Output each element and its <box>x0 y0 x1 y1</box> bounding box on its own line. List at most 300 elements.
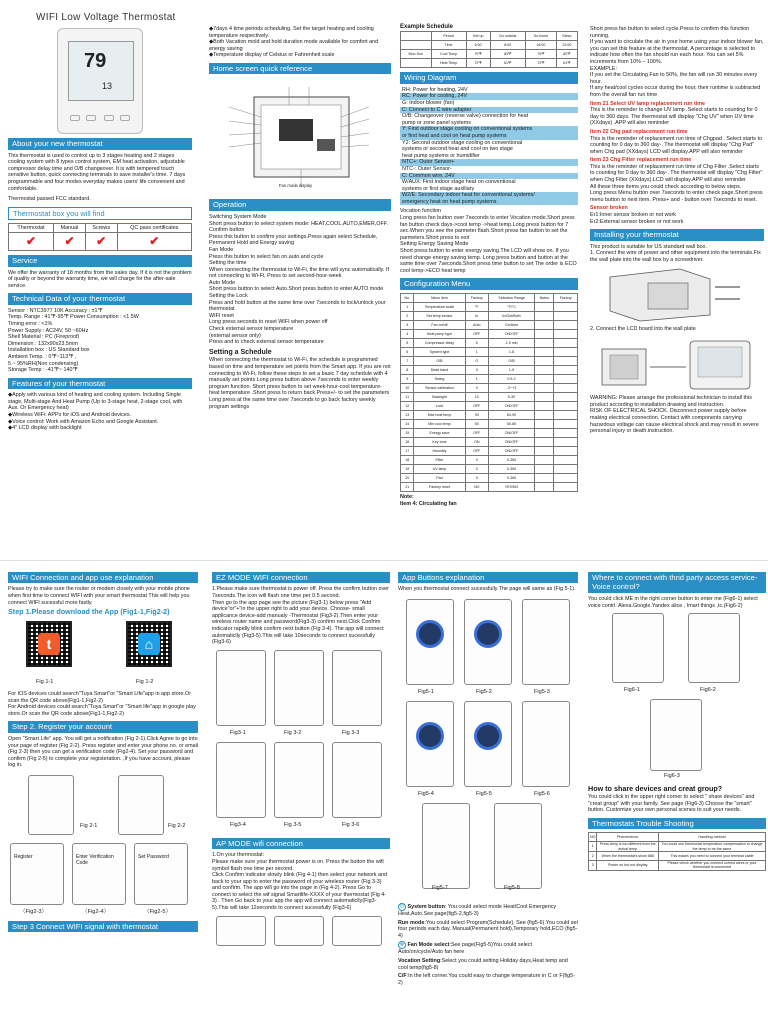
phone-screenshot <box>406 701 454 787</box>
wiring-row: Y2: Second outdoor stage cooling on conventional systems or second heat and cool on two stage heat pump systems or humidifier <box>402 139 523 159</box>
config-cell: 0 <box>465 383 488 392</box>
config-cell: 5-30 <box>489 392 535 401</box>
config-head: Menu item <box>414 293 465 302</box>
box-contents-table <box>8 223 192 251</box>
config-cell <box>535 338 554 347</box>
fig-label: Fig5-2 <box>476 689 492 696</box>
sched-cell: 82℉ <box>556 50 577 59</box>
config-cell: 1 <box>401 302 414 311</box>
sched-cell: 72℉ <box>466 59 490 68</box>
lcd-board-illustration <box>590 335 760 393</box>
check-icon: ✔ <box>9 233 54 251</box>
sched-cell: Mon-Sun <box>401 50 432 59</box>
bottom-column-4 <box>588 568 766 1024</box>
config-cell: In/Out/Both <box>489 311 535 320</box>
config-cell: 1 <box>465 374 488 383</box>
config-cell: 19 <box>401 464 414 473</box>
item23-title: Item 23 Chg Filter replacement run time <box>590 157 692 164</box>
system-button-text: : You could select mode Heat/Cool Emergency Heat,Auto.See page(fig5-2,fig5-3) <box>398 904 557 918</box>
page-title: WIFI Low Voltage Thermostat <box>36 12 176 23</box>
wiring-row: C: Connect to C wire adapter <box>400 107 578 114</box>
sched-cell: Go home <box>525 32 556 41</box>
phone-screenshot <box>10 843 64 905</box>
config-cell <box>535 356 554 365</box>
config-cell <box>554 320 578 329</box>
phone-screenshot <box>406 599 454 685</box>
ez-mode-text: 1.Please make sure thermostat is power off. Press the confirm button over 7seconds.The icon will flash one time per 0.5 second. Then go to the app page see the picture (Fig3-1) below press "Add device"or"+"in the upper right to add your device. Choose- small applicance device-add manualy -Thermostat (Fig3-2).Then enter your wireless router name and password(Fig3-3) confirm next.Click Confrim indicator rapidly blink confirm next button (Fig 3-4). The app will connect automaticlly (Fig3-5).This will take 10seconds to connect sucessfully (Fig3-6) <box>212 586 389 646</box>
config-note: Note: <box>400 493 414 500</box>
sched-cell: 18:00 <box>525 41 556 50</box>
phone-screenshot <box>216 916 266 946</box>
share-title: How to share devices and creat group? <box>588 784 723 794</box>
config-cell: 3 <box>401 320 414 329</box>
config-cell: 0 <box>465 455 488 464</box>
column-4 <box>588 0 766 560</box>
fig-label: Fig3-4 <box>230 821 246 828</box>
config-cell: 1-5 <box>489 365 535 374</box>
system-button-title: System button <box>407 904 445 911</box>
config-cell: Key tone <box>414 437 465 446</box>
phone-screenshot <box>332 916 382 946</box>
voice-figures <box>588 611 766 783</box>
config-cell <box>535 455 554 464</box>
app-buttons-header: App Buttons explanation <box>398 572 578 583</box>
config-cell <box>554 392 578 401</box>
config-head: Factory <box>465 293 488 302</box>
wiring-row: G: Indoor blower (fan) <box>402 99 455 106</box>
phone-screenshot <box>332 650 382 726</box>
item21-text: This is the reminder to change UV lamp .Select starts to counting for 0 day to 360 days. The thermostat will display "Chg UV" when UV time (XXdays) .APP will also reminder <box>590 107 758 127</box>
config-row <box>401 446 578 455</box>
config-cell: 50 <box>465 419 488 428</box>
config-cell <box>535 437 554 446</box>
tech-line: Power Supply : AC24V, 50 ~60Hz <box>8 327 89 334</box>
ez-figures <box>212 648 390 834</box>
config-cell: On/Auto <box>489 320 535 329</box>
wiring-row: NTC-: Outer Sensor- <box>402 165 452 172</box>
config-cell <box>535 401 554 410</box>
about-text: This thermostat is used to control up to 3 stages heating and 2 stages cooling system with 8 types control system, EM heat activation, adjustable compressor delay time and O/B changeover. It is with tempered touch sensitive button, quick connecting terminals to save installer's time. 7 days programmable and four modes everyday makes users' life convenient and comfortable. <box>8 152 186 192</box>
trouble-cell: This makes you need to connect your terminal cable <box>659 851 766 860</box>
box-col: Screws <box>85 223 117 233</box>
config-cell: Filter <box>414 455 465 464</box>
config-row <box>401 428 578 437</box>
config-cell: 10 <box>465 392 488 401</box>
register-figures <box>8 771 198 919</box>
wiring-row: C: Common wire, 24V <box>400 173 578 180</box>
config-cell: ON/OFF <box>489 401 535 410</box>
config-cell <box>535 320 554 329</box>
config-cell: 1 <box>465 347 488 356</box>
tech-line: Dimension : 132x90x23.5mm <box>8 340 78 347</box>
config-cell <box>554 437 578 446</box>
config-row <box>401 419 578 428</box>
phone-screenshot <box>522 599 570 685</box>
ap-mode-header: AP MODE wifi connection <box>212 838 390 849</box>
wiring-row: RC: Power for cooling, 24V <box>400 93 578 100</box>
phone-screenshot <box>274 650 324 726</box>
config-cell <box>554 455 578 464</box>
phone-screenshot <box>464 599 512 685</box>
fcc-text: Thermostat passed FCC standard. <box>8 196 91 203</box>
config-cell: Swing <box>414 374 465 383</box>
tech-line: Installation box : US Standard box <box>8 347 90 354</box>
config-cell <box>554 356 578 365</box>
tech-line: Sensor : NTC3977 10K Accuracy : ±1℉ <box>8 307 103 314</box>
fig-label: Fig5-7 <box>432 885 448 892</box>
install-step1: This product is suitable for US standard wall box. 1. Connect the wire of power and other equipment into the terminals.Fix the wall plate into the wall box by a screwdriver. <box>590 243 761 263</box>
phone-screenshot <box>650 699 702 771</box>
config-head: Notes <box>535 293 554 302</box>
box-col: Manual <box>54 223 86 233</box>
config-row <box>401 374 578 383</box>
sched-cell: Cool Temp <box>431 50 466 59</box>
features-header: Features of your thermostat <box>8 378 192 389</box>
trouble-cell: Please check whether you connect correct wires or your thermostat is connected <box>659 860 766 870</box>
config-head: Factory <box>554 293 578 302</box>
config-cell: 1-8 <box>489 347 535 356</box>
operation-text: Switching System Mode Short press button to select system mode: HEAT,COOL,AUTO,EMER,OFF. Confirm button Press this button to confirm your settings.Press again select Schedule, Permanent Hold and Energy saving Fan Mode Press this button to select fan on,auto and cycle Setting the time When connecting the thermostat to Wi-Fi, the time will sync automatically. If not connecting to Wi-Fi, Press to set second-hour-week Auto Mode Short press button to select Auto.Short press button to enter AUTO mode Setting the Lock Press and hold button at the same time over 7seconds to lock/unlock your thermostat WIFI reset Long press seconds to reset WIFI when power off Check external sensor temperature (external sensor only) Press and to check external sensor temperature <box>209 213 389 346</box>
temp-dial <box>416 722 444 750</box>
temp-dial <box>474 620 502 648</box>
config-row <box>401 401 578 410</box>
sched-cell: 61℉ <box>556 59 577 68</box>
config-head: No. <box>401 293 414 302</box>
sched-cell: Sleep <box>556 32 577 41</box>
config-cell: 20 <box>401 473 414 482</box>
tech-line: Shell Material : PC (Fireproof) <box>8 334 80 341</box>
config-cell: Heat pump type <box>414 329 465 338</box>
example-schedule-title: Example Schedule <box>400 24 454 30</box>
screen-small-temp: 13 <box>102 81 113 92</box>
config-cell: -3~+3 <box>489 383 535 392</box>
sensor-title: Sensor broken <box>590 205 628 212</box>
sched-cell <box>401 59 432 68</box>
config-cell: ON/OFF <box>489 428 535 437</box>
wiring-row: O/B: Changeover (reverse valve) connection for heat pump or zone panel systems <box>402 113 529 126</box>
trouble-head: Handling method <box>659 833 766 842</box>
config-cell: Sensor calibration <box>414 383 465 392</box>
column-3 <box>398 0 580 560</box>
app-buttons-intro: When you thermostat connect sucessfully.The page will same as (Fig 5-1). <box>398 586 576 593</box>
trouble-head: NO <box>589 833 597 842</box>
sched-cell: Time <box>431 41 466 50</box>
step3-header: Step 3 Connect WIFI signal with thermostat <box>8 921 198 932</box>
config-cell <box>554 329 578 338</box>
config-cell: 0-360 <box>489 473 535 482</box>
config-cell: 9 <box>401 374 414 383</box>
config-cell <box>554 410 578 419</box>
example-schedule-table <box>400 31 578 68</box>
config-row <box>401 392 578 401</box>
config-row <box>401 347 578 356</box>
config-cell: In <box>465 311 488 320</box>
config-row <box>401 383 578 392</box>
config-cell: OFF <box>465 446 488 455</box>
config-row <box>401 365 578 374</box>
verify-label: Enter Verification Code <box>76 853 114 866</box>
step1-title: Step 1.Please download the App (Fig1-1,Fig2-2) <box>8 607 170 617</box>
bottom-column-2 <box>212 568 390 1024</box>
phone-screenshot <box>134 843 188 905</box>
config-cell: 0.5-2 <box>489 374 535 383</box>
fig-label: （Fig2-5） <box>144 908 172 915</box>
config-cell: Temperature scale <box>414 302 465 311</box>
features-cont: ◆7days 4 time periods scheduling. Set the target heating and cooling temperature respectively. ◆Both Vacation mold and hold duration mode available for comfort and energy saving ◆Temperature display of Celsius or Fahrenheit scale <box>209 26 379 59</box>
thermostat-device-image <box>57 28 143 134</box>
trouble-table <box>588 832 766 871</box>
phone-screenshot <box>118 775 164 835</box>
config-cell <box>554 311 578 320</box>
fig-label: Fig5-4 <box>418 791 434 798</box>
cf-title: C/F <box>398 973 407 980</box>
config-row <box>401 482 578 491</box>
register-text: Open "Smart Life" app. You will get a notification (Fig 2-1).Click Agree to go into your page of register (Fig 2-2). Press register and enter your phone no. or email (Fig 2-3) then you can get a verification code (Fig2-4). Set your password and confirm (Fig 2-5) to complete your registeration. ,If you have account, please log in. <box>8 735 198 769</box>
config-cell: 60-90 <box>489 410 535 419</box>
schedule-text: When connecting the thermostat to Wi-Fi, the schedule is programmed based on time and temperature set points from the Smart app. If you are not connecting to Wi-Fi, follow these steps to set a basic 7 day schedule with 4 manually set points Long press button above 7seconds to enter weekly program function. Short press button to set week-hour-cool temperature-heat temperature .Short press to return back.Press+/- to set the parameters Long press at the same time over 7seconds to go back factory weekly program settings <box>209 357 391 410</box>
config-row <box>401 410 578 419</box>
config-cell: 21 <box>401 482 414 491</box>
config-cell <box>535 473 554 482</box>
fig-label: Fig 1-1 <box>36 679 54 686</box>
config-row <box>401 311 578 320</box>
wifi-header: WIFI Connection and app use explanation <box>8 572 198 583</box>
config-cell <box>535 311 554 320</box>
sensor-text: Er1:Inner sensor broken or not work Er2:External sensor broken or not work <box>590 212 684 225</box>
sched-cell: Heat Temp <box>431 59 466 68</box>
sched-cell: Get up <box>466 32 490 41</box>
config-cell: 14 <box>401 419 414 428</box>
config-cell: 7 <box>401 356 414 365</box>
tech-line: Timing error : <1% <box>8 321 53 328</box>
fig-label: Fig5-6 <box>534 791 550 798</box>
wiring-row: NTC+: Outer Sensor+ <box>400 159 578 166</box>
phone-screenshot <box>28 775 74 835</box>
trouble-cell: When the thermostat's show 888 <box>597 851 659 860</box>
voice-control-text: You could click ME in the right corner button to enter me (Fig6-1) select voice contrl. Alexa.Google.Yandex alice , Imart things ,tc.(Fig6-2) <box>588 595 758 609</box>
config-cell: Auto <box>465 320 488 329</box>
phone-screenshot <box>422 803 470 889</box>
device-button <box>70 115 80 121</box>
config-cell <box>535 329 554 338</box>
ap-mode-text: 1.On your thermostat: Please make sure your thermostat power is on. Press the button the wifi symbol flash one time per second. Click Confirm indicator slowly blink (Fig 4-1) then select your network and back to your app to enter the password of your wireless router (Fig 3-3) and confirm. The app will go into the page in (Fig 4-2). Press Go to connect to select the wif signal Smartlife-XXXX of your thermostat (Fig 4-3) . Then Go back to your app the app will connect automaticlly(Fig3-5).This will take 12seconds to connect sucessfully (Fig3-6) <box>212 852 387 912</box>
config-cell: System type <box>414 347 465 356</box>
device-button <box>120 115 130 121</box>
diagram-caption: Fan mode display <box>279 183 313 189</box>
wiring-row: Y: First outdoor stage cooling on conventional systems or first heat and cool on heat pump systems <box>400 126 578 139</box>
config-cell <box>535 464 554 473</box>
item21-title: Item 21 Select UV lamp replacement run time <box>590 100 706 107</box>
fig-label: Fig3-1 <box>230 729 246 736</box>
config-cell: 50-80 <box>489 419 535 428</box>
config-cell: 17 <box>401 446 414 455</box>
tech-header: Technical Data of your thermostat <box>8 293 192 304</box>
config-cell: 0-360 <box>489 455 535 464</box>
config-cell <box>535 419 554 428</box>
fan-icon: ✻ <box>399 942 405 949</box>
screen-big-temp: 79 <box>84 50 107 73</box>
sched-cell <box>401 41 432 50</box>
home-screen-header: Home screen quick reference <box>209 63 391 74</box>
config-table <box>400 293 578 492</box>
phone-screenshot <box>464 701 512 787</box>
config-cell: 12 <box>401 401 414 410</box>
bottom-column-3 <box>398 568 578 1024</box>
sched-cell: 79℉ <box>466 50 490 59</box>
tech-line: 5 ~ 95%RH(Non condensing) <box>8 360 79 367</box>
sched-cell: 22:00 <box>556 41 577 50</box>
config-cell: °F <box>465 302 488 311</box>
config-cell <box>535 383 554 392</box>
config-cell <box>554 482 578 491</box>
column-1 <box>0 0 200 445</box>
config-cell: 5 <box>401 338 414 347</box>
item23-text: This is the reminder of replacement run time of Chg Filter .Select starts to counting for 0 day to 360 day-. The thermostat will display "Chg Filter" when Chg Filter (XXdays).LCD will display.APP will also reminder All these three items you could check according to below steps. Long press Menu button over 7seconds to enter check page.Short press menu button to next item. Press+ and - button over 7seconds to reset. <box>590 163 763 203</box>
config-cell: Max heat temp <box>414 410 465 419</box>
trouble-cell: 1 <box>589 842 597 852</box>
trouble-cell: You could use thermostat temperature compensation to change the temp to be the same <box>659 842 766 852</box>
wiring-list <box>400 87 578 206</box>
box-col: QC pass certificates <box>117 223 191 233</box>
config-cell: 8 <box>401 365 414 374</box>
power-icon: ⏻ <box>398 903 406 911</box>
sched-cell: 79℉ <box>525 50 556 59</box>
config-row <box>401 302 578 311</box>
fig-label: Fig5-5 <box>476 791 492 798</box>
config-cell: 6 <box>401 347 414 356</box>
phone-screenshot <box>216 650 266 726</box>
check-icon: ✔ <box>54 233 86 251</box>
config-cell <box>535 365 554 374</box>
sched-cell: Go outside <box>490 32 525 41</box>
register-label: Register <box>14 853 33 860</box>
fig-label: Fig 3-2 <box>284 729 302 736</box>
wiring-row: W/AUX: First indoor stage heat on conventional systems or first stage auxiliary <box>402 179 516 192</box>
fig-label: Fig6-1 <box>624 687 640 694</box>
config-cell: UV lamp <box>414 464 465 473</box>
config-cell: Min cool temp <box>414 419 465 428</box>
smart-life-app-icon: ⌂ <box>138 633 160 655</box>
service-header: Service <box>8 255 192 266</box>
share-text: You could click in the upper right corner to select " share devices" and "creat group" with your family. See page (Fig6-3) Choose the "smart" button. Customize your own personal scenes to suit your needs. <box>588 793 755 814</box>
config-cell: 0 <box>465 464 488 473</box>
config-cell <box>535 302 554 311</box>
config-cell: Factory reset <box>414 482 465 491</box>
config-cell <box>535 347 554 356</box>
temp-dial <box>474 722 502 750</box>
lcd-diagram-svg <box>209 77 391 195</box>
ez-mode-header: EZ MODE WIFI connection <box>212 572 390 583</box>
fig-label: Fig 1-2 <box>136 679 154 686</box>
config-row <box>401 455 578 464</box>
wifi-intro: Please try to make sure the router or modem closely with your mobile phone when first time to connect WIFI with your smart thermostat This will help you connect WIFI sucessful more fastly. <box>8 586 190 606</box>
about-header: About your new thermostat <box>8 138 192 149</box>
device-button <box>104 115 114 121</box>
trouble-cell: 3 <box>589 860 597 870</box>
config-cell: 15 <box>401 428 414 437</box>
config-cell: 3 <box>465 365 488 374</box>
config-cell: Set temp sensor <box>414 311 465 320</box>
phone-screenshot <box>274 742 324 818</box>
voice-control-header: Where to connect with thrid party access service-Voice control? <box>588 572 766 593</box>
config-cell: Fan on/off <box>414 320 465 329</box>
config-cell <box>535 446 554 455</box>
config-cell <box>535 428 554 437</box>
tech-list <box>8 308 192 374</box>
bottom-column-1 <box>8 568 198 1024</box>
install-header: Installing your thermostat <box>590 229 764 240</box>
service-text: We offer the warranty of 18 months from the sales day. If it is not the problem of quality or beyond the warranty time, we will charge for the after-sale service. <box>8 269 192 289</box>
check-icon: ✔ <box>117 233 191 251</box>
config-cell: ON/OFF <box>489 437 535 446</box>
config-cell: Energy save <box>414 428 465 437</box>
config-cell <box>554 338 578 347</box>
item22-text: This is the reminder of replacement run time of Chgpad . Select starts to counting for 0 day to 360 day-. The thermostat will display "Chg Pad" when Chg pad (XXdays) LCD will display.APP will also reminder <box>590 135 762 155</box>
phone-screenshot <box>494 803 542 889</box>
sched-cell: 61℉ <box>490 59 525 68</box>
app-figures <box>398 595 578 895</box>
fig-label: Fig 2-2 <box>168 822 186 829</box>
check-icon: ✔ <box>85 233 117 251</box>
trouble-head: Phenomenon <box>597 833 659 842</box>
config-cell: NO <box>465 482 488 491</box>
sched-cell: 83℉ <box>490 50 525 59</box>
trouble-cell: Press temp is too different from the actual temp <box>597 842 659 852</box>
config-cell: 2 <box>401 311 414 320</box>
item22-title: Item 22 Chg pad replacement run time <box>590 128 688 135</box>
fan-mode-title: Fan Mode select <box>407 942 450 949</box>
vocation-text: Vocation function Long press fan button over 7seconds to enter Vocation mode.Short press fan button check days->cool temp ->heat temp.Long press button for 7 sec.When you see the parmeter flash.Short press fan button to set the parmeters.Short press to exit Setting Energy Saving Mode Short press button to enter energy saving.The LCD will show on. If you need change energy saving temp. Long press button and button at the same time over 7seconds.Short press time button to set The order is ECO cool temp->ECO heat temp <box>400 208 577 274</box>
fig-label: Fig 3-6 <box>342 821 360 828</box>
warning-text: WARNING: Please arrange the professional technician to install this product according to installation drawing and instruction. RISK OF ELECTRICAL SHOCK. Disconnect power supply before making electrical connection. Contact with components carrying hazardous voltage can cause electrical shock and may result in severe personal injury or death.instruction. <box>590 395 759 435</box>
config-cell: OFF <box>465 428 488 437</box>
vocation-text-b: :Select you could setting Holiday days,Heat temp and cool temp(fig5-8) <box>398 958 568 971</box>
column-2 <box>205 0 395 560</box>
config-cell: 90 <box>465 410 488 419</box>
config-cell: O <box>465 356 488 365</box>
config-cell <box>554 473 578 482</box>
phone-screenshot <box>72 843 126 905</box>
wiring-row: W2/E: Secondary indoor heat for conventional systems/ emergency heat on heat pump systems <box>400 192 578 205</box>
config-cell: Dead band <box>414 365 465 374</box>
config-cell: 18 <box>401 455 414 464</box>
config-cell: O/B <box>414 356 465 365</box>
wiring-header: Wiring Diagram <box>400 72 578 83</box>
schedule-title: Setting a Schedule <box>209 348 272 356</box>
config-cell <box>554 401 578 410</box>
wall-box-illustration <box>590 265 760 323</box>
config-note-item: Item 4: Circulating fan <box>400 500 457 507</box>
tech-line: Storage Temp : -41℉~ 140℉ <box>8 367 78 374</box>
config-row <box>401 320 578 329</box>
config-cell <box>554 464 578 473</box>
config-cell: 10 <box>401 383 414 392</box>
download-text: For IOS devices could search"Tuya Smart"or "Smart Life"app in app store.Or scan the QR code above(Fig1-1,Fig2-2) For Android devices could search"Tuya Smart"or "Smart life"app in google play store.Or scan the QR code above(Fig1-1,Fig2-2) <box>8 691 196 717</box>
qr-labels <box>8 679 198 687</box>
config-cell <box>554 383 578 392</box>
config-cell <box>554 419 578 428</box>
config-cell: ON <box>465 437 488 446</box>
config-cell: 11 <box>401 392 414 401</box>
config-cell: OFF <box>465 401 488 410</box>
features-text: ◆Apply with various kind of heating and cooling system. Including Single stage, Multi-stage And Heat Pump (Up to 3-stage heat, 2-stage cool, with Aux. Or Emergency heat) ◆Wireless WiFi: APPs for iOS and Android devices. ◆Voice control: Work with Amazon Echo and Google Assistant. ◆4" LCD display with backlight <box>8 392 183 432</box>
box-col: Thermostat <box>9 223 54 233</box>
config-cell <box>554 365 578 374</box>
phone-screenshot <box>216 742 266 818</box>
config-cell <box>554 347 578 356</box>
operation-header: Operation <box>209 199 391 210</box>
tech-line: Temp. Range : 41℉-95℉ Power Consumption : <1.5W <box>8 314 139 321</box>
